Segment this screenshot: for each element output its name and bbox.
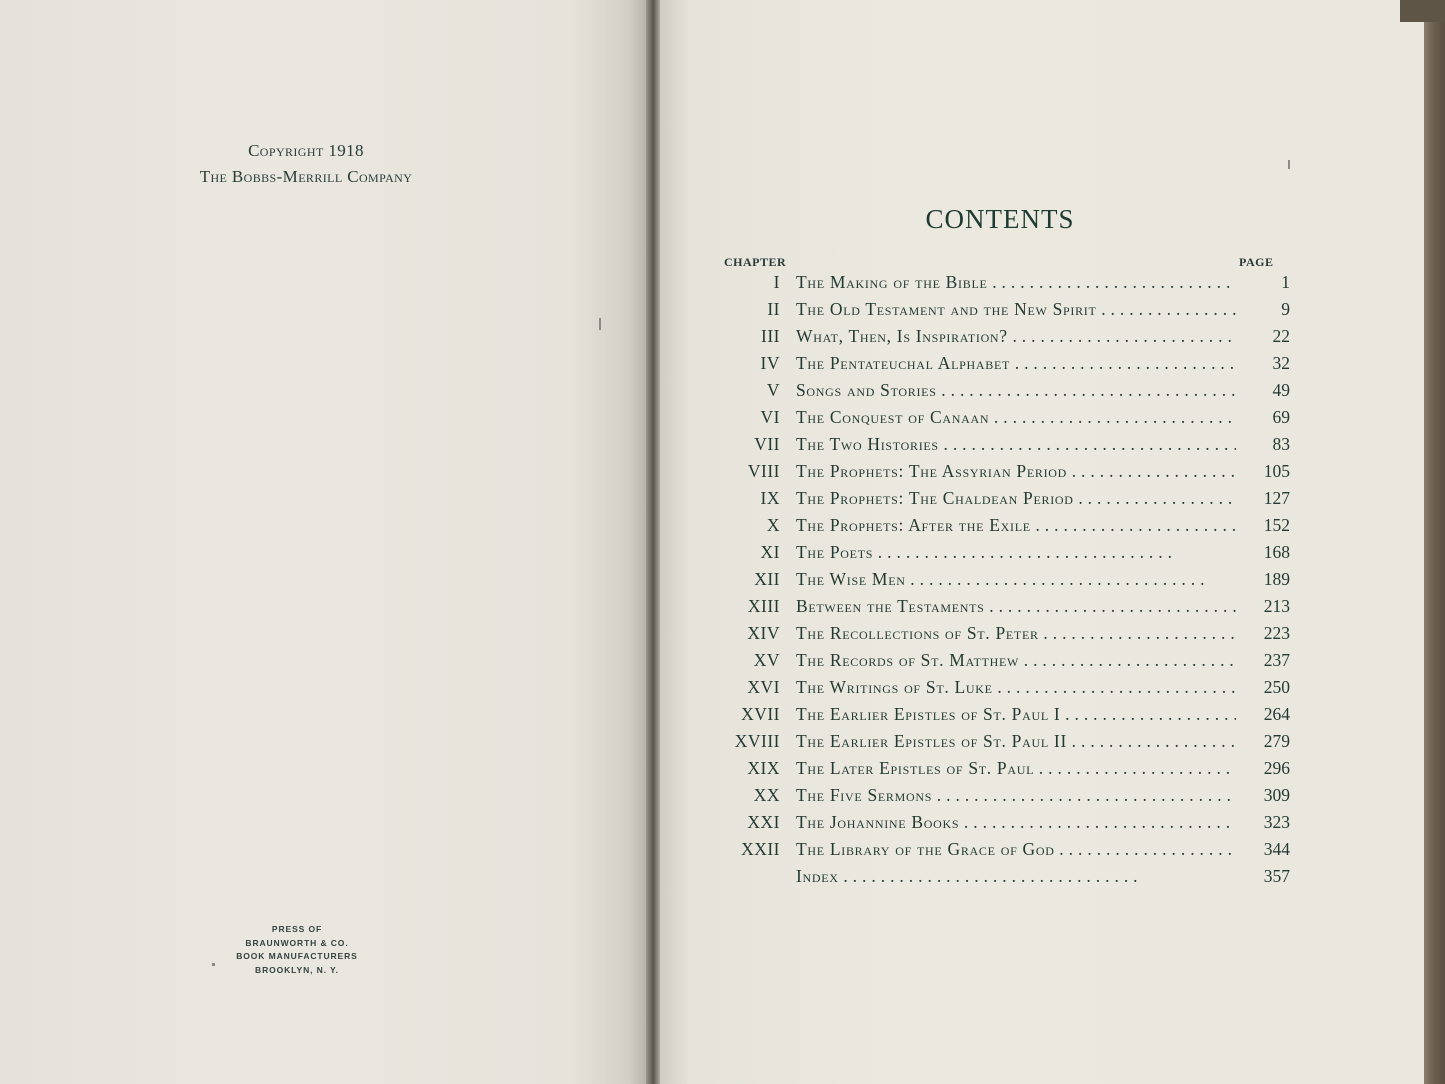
toc-entry xyxy=(716,729,1296,756)
toc-entry xyxy=(716,540,1296,567)
page-number: 323 xyxy=(1263,812,1290,832)
page-number: 264 xyxy=(1263,704,1290,724)
chapter-title: The Later Epistles of St. Paul . . xyxy=(796,758,1236,779)
page-column-header: PAGE xyxy=(1239,255,1274,269)
chapter-title: The Conquest of Canaan . . xyxy=(796,407,1236,428)
toc-entry xyxy=(716,783,1296,810)
toc-entry xyxy=(716,432,1296,459)
page-number: 344 xyxy=(1263,839,1290,859)
chapter-number: VIII xyxy=(747,461,780,481)
chapter-title: The Old Testament and the New Spirit . . xyxy=(796,299,1236,320)
chapter-number: I xyxy=(773,272,780,292)
chapter-number: XIX xyxy=(747,758,780,778)
page-number: 127 xyxy=(1263,488,1290,508)
paper-mark xyxy=(599,318,601,330)
chapter-title: The Wise Men . . xyxy=(796,569,1236,590)
toc-entry xyxy=(716,648,1296,675)
page-number: 105 xyxy=(1263,461,1290,481)
chapter-title: The Johannine Books . . xyxy=(796,812,1236,833)
page-number: 189 xyxy=(1263,569,1290,589)
toc-entry xyxy=(716,486,1296,513)
toc-entry xyxy=(716,567,1296,594)
chapter-number: II xyxy=(767,299,780,319)
toc-entry xyxy=(716,864,1296,891)
page-number: 237 xyxy=(1263,650,1290,670)
chapter-title: The Poets . . xyxy=(796,542,1236,563)
chapter-title: The Records of St. Matthew . . xyxy=(796,650,1236,671)
page-number: 357 xyxy=(1263,866,1290,886)
chapter-title: The Library of the Grace of God . . xyxy=(796,839,1236,860)
paper-mark xyxy=(212,963,215,966)
toc-entry xyxy=(716,270,1296,297)
corner-shadow xyxy=(1400,0,1445,22)
page-number: 296 xyxy=(1263,758,1290,778)
copyright-notice xyxy=(150,138,462,190)
chapter-number: XX xyxy=(753,785,780,805)
chapter-number: XVI xyxy=(747,677,780,697)
page-number: 83 xyxy=(1272,434,1290,454)
chapter-number: XIII xyxy=(747,596,780,616)
page-number: 9 xyxy=(1281,299,1290,319)
chapter-title: The Making of the Bible . . xyxy=(796,272,1236,293)
page-edge xyxy=(1424,0,1445,1084)
chapter-title: The Writings of St. Luke . . xyxy=(796,677,1236,698)
page-number: 22 xyxy=(1272,326,1290,346)
chapter-number: XXI xyxy=(747,812,780,832)
page-number: 309 xyxy=(1263,785,1290,805)
toc-entry xyxy=(716,837,1296,864)
page-number: 223 xyxy=(1263,623,1290,643)
contents-title: CONTENTS xyxy=(925,204,1075,234)
chapter-number: VII xyxy=(754,434,780,454)
toc-entry xyxy=(716,405,1296,432)
toc-entry xyxy=(716,513,1296,540)
chapter-title: The Prophets: The Chaldean Period . . xyxy=(796,488,1236,509)
page-number: 152 xyxy=(1263,515,1290,535)
page-number: 49 xyxy=(1272,380,1290,400)
toc-entry xyxy=(716,702,1296,729)
toc-entry xyxy=(716,675,1296,702)
chapter-column-header: CHAPTER xyxy=(724,255,787,269)
printer-imprint xyxy=(222,923,372,977)
chapter-number: VI xyxy=(760,407,780,427)
press-line: BOOK MANUFACTURERS xyxy=(236,951,358,961)
chapter-title: The Earlier Epistles of St. Paul I . . xyxy=(796,704,1236,725)
toc-entry xyxy=(716,810,1296,837)
chapter-title: The Two Histories . . xyxy=(796,434,1236,455)
toc-entry xyxy=(716,756,1296,783)
page-number: 168 xyxy=(1263,542,1290,562)
publisher-line: The Bobbs-Merrill Company xyxy=(199,167,413,186)
copyright-line: Copyright 1918 xyxy=(248,141,364,160)
chapter-title: Songs and Stories . . xyxy=(796,380,1236,401)
chapter-number: XIV xyxy=(747,623,780,643)
chapter-title: The Pentateuchal Alphabet . . xyxy=(796,353,1236,374)
chapter-title: The Prophets: After the Exile . . xyxy=(796,515,1236,536)
page-number: 279 xyxy=(1263,731,1290,751)
press-line: BROOKLYN, N. Y. xyxy=(255,964,339,975)
chapter-number: XV xyxy=(753,650,780,670)
page-number: 250 xyxy=(1263,677,1290,697)
page-number: 1 xyxy=(1281,272,1290,292)
press-line: BRAUNWORTH & CO. xyxy=(245,937,349,948)
chapter-number: XII xyxy=(754,569,780,589)
chapter-number: V xyxy=(766,380,780,400)
page-number: 32 xyxy=(1272,353,1290,373)
chapter-number: XXII xyxy=(741,839,780,859)
press-line: PRESS OF xyxy=(271,924,323,934)
toc-entry xyxy=(716,594,1296,621)
chapter-title: The Five Sermons . . xyxy=(796,785,1236,806)
chapter-title: The Earlier Epistles of St. Paul II . . xyxy=(796,731,1236,752)
toc-entry xyxy=(716,324,1296,351)
contents-list xyxy=(716,270,1296,891)
chapter-number: III xyxy=(761,326,780,346)
chapter-title: The Prophets: The Assyrian Period . . xyxy=(796,461,1236,482)
chapter-number: IV xyxy=(760,353,780,373)
chapter-number: XI xyxy=(760,542,780,562)
chapter-title: Between the Testaments . . xyxy=(796,596,1236,617)
left-page xyxy=(0,0,648,1084)
chapter-number: X xyxy=(766,515,780,535)
chapter-title: What, Then, Is Inspiration? . . xyxy=(796,326,1236,347)
paper-mark xyxy=(1288,160,1290,169)
toc-entry xyxy=(716,378,1296,405)
chapter-title: Index . . xyxy=(796,866,1236,887)
chapter-number: XVII xyxy=(741,704,780,724)
toc-entry xyxy=(716,621,1296,648)
toc-entry xyxy=(716,297,1296,324)
chapter-number: IX xyxy=(760,488,780,508)
chapter-number: XVIII xyxy=(734,731,780,751)
chapter-title: The Recollections of St. Peter . . xyxy=(796,623,1236,644)
page-number: 213 xyxy=(1263,596,1290,616)
toc-entry xyxy=(716,459,1296,486)
page-number: 69 xyxy=(1272,407,1290,427)
toc-entry xyxy=(716,351,1296,378)
